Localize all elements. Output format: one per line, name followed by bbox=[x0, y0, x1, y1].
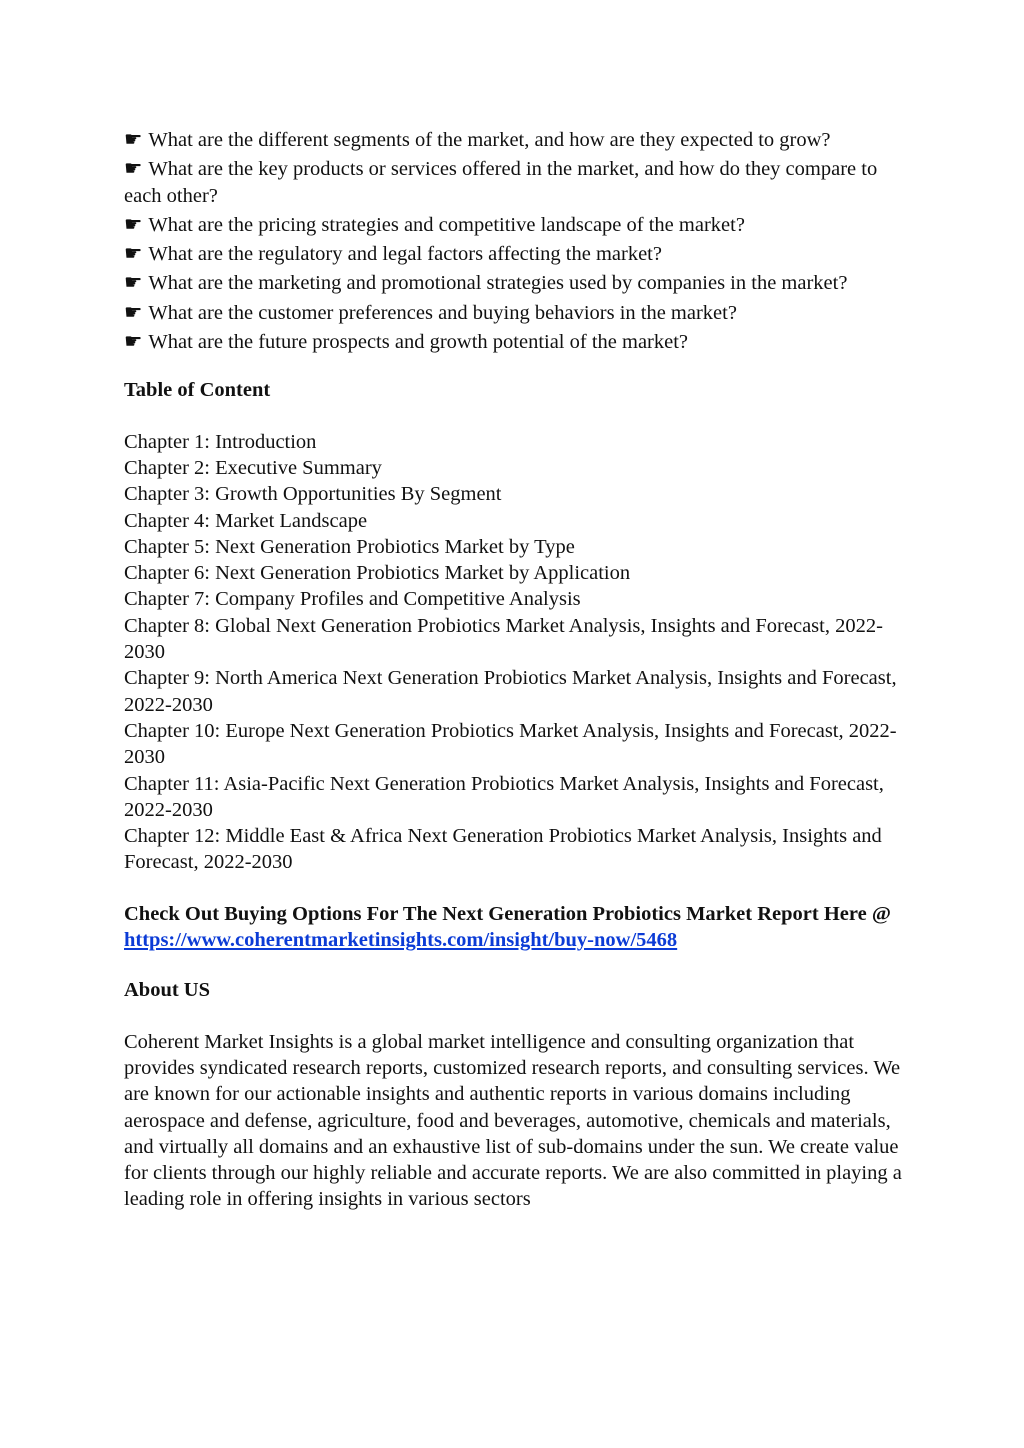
toc-chapter-item: Chapter 10: Europe Next Generation Probiotics Market Analysis, Insights and Forecast, 2022-2030 bbox=[124, 719, 897, 769]
buying-options-text: Check Out Buying Options For The Next Generation Probiotics Market Report Here @ bbox=[124, 902, 891, 925]
toc-chapter-item: Chapter 5: Next Generation Probiotics Market by Type bbox=[124, 535, 575, 558]
toc-chapter-item: Chapter 2: Executive Summary bbox=[124, 456, 382, 479]
buy-now-link[interactable]: https://www.coherentmarketinsights.com/insight/buy-now/5468 bbox=[124, 929, 678, 952]
toc-chapter-item: Chapter 8: Global Next Generation Probiotics Market Analysis, Insights and Forecast, 2022-2030 bbox=[124, 614, 883, 664]
about-heading: About US bbox=[124, 979, 211, 1002]
about-paragraph: Coherent Market Insights is a global market intelligence and consulting organization that provides syndicated research reports, customized research reports, and consulting services. We are known for our actionable insights and authentic reports in various domains including aerospace and defense, agriculture, food and beverages, automotive, chemicals and materials, and virtually all domains and an exhaustive list of sub-domains under the sun. We create value for clients through our highly reliable and accurate reports. We are also committed in playing a leading role in offering insights in various sectors bbox=[124, 1030, 902, 1211]
toc-chapter-item: Chapter 1: Introduction bbox=[124, 430, 317, 453]
question-text: What are the future prospects and growth potential of the market? bbox=[148, 331, 689, 354]
list-item bbox=[124, 212, 904, 238]
toc-chapter-item: Chapter 6: Next Generation Probiotics Market by Application bbox=[124, 562, 631, 585]
question-text: What are the key products or services offered in the market, and how do they compare to each other? bbox=[124, 158, 878, 207]
question-text: What are the regulatory and legal factors affecting the market? bbox=[148, 243, 662, 266]
pointing-hand-icon: ☛ bbox=[124, 129, 143, 151]
question-text: What are the pricing strategies and competitive landscape of the market? bbox=[148, 213, 745, 236]
toc-chapter-item: Chapter 4: Market Landscape bbox=[124, 509, 368, 532]
toc-chapter-item: Chapter 9: North America Next Generation Probiotics Market Analysis, Insights and Forecast, 2022-2030 bbox=[124, 667, 897, 716]
list-item bbox=[124, 241, 904, 267]
pointing-hand-icon: ☛ bbox=[124, 158, 143, 181]
toc-heading: Table of Content bbox=[124, 379, 271, 402]
question-text: What are the different segments of the market, and how are they expected to grow? bbox=[148, 129, 831, 151]
question-text: What are the customer preferences and buying behaviors in the market? bbox=[148, 301, 737, 324]
toc-chapter-item: Chapter 12: Middle East & Africa Next Generation Probiotics Market Analysis, Insights and Forecast, 2022-2030 bbox=[124, 825, 882, 874]
list-item bbox=[124, 300, 904, 326]
toc-chapter-item: Chapter 7: Company Profiles and Competitive Analysis bbox=[124, 588, 581, 611]
list-item bbox=[124, 156, 904, 209]
pointing-hand-icon: ☛ bbox=[124, 272, 143, 295]
pointing-hand-icon: ☛ bbox=[124, 213, 143, 236]
question-text: What are the marketing and promotional strategies used by companies in the market? bbox=[148, 272, 848, 295]
toc-chapter-list bbox=[124, 429, 904, 876]
about-section bbox=[124, 1029, 904, 1213]
toc-chapter-item: Chapter 11: Asia-Pacific Next Generation Probiotics Market Analysis, Insights and Forecast, 2022-2030 bbox=[124, 772, 884, 821]
list-item bbox=[124, 329, 904, 355]
pointing-hand-icon: ☛ bbox=[124, 331, 143, 354]
toc-chapter-item: Chapter 3: Growth Opportunities By Segment bbox=[124, 483, 502, 506]
document-page bbox=[124, 127, 904, 1213]
pointing-hand-icon: ☛ bbox=[124, 243, 143, 266]
buying-options-callout bbox=[124, 901, 904, 954]
list-item bbox=[124, 127, 904, 153]
pointing-hand-icon: ☛ bbox=[124, 301, 143, 324]
list-item bbox=[124, 270, 904, 296]
question-list bbox=[124, 127, 904, 355]
